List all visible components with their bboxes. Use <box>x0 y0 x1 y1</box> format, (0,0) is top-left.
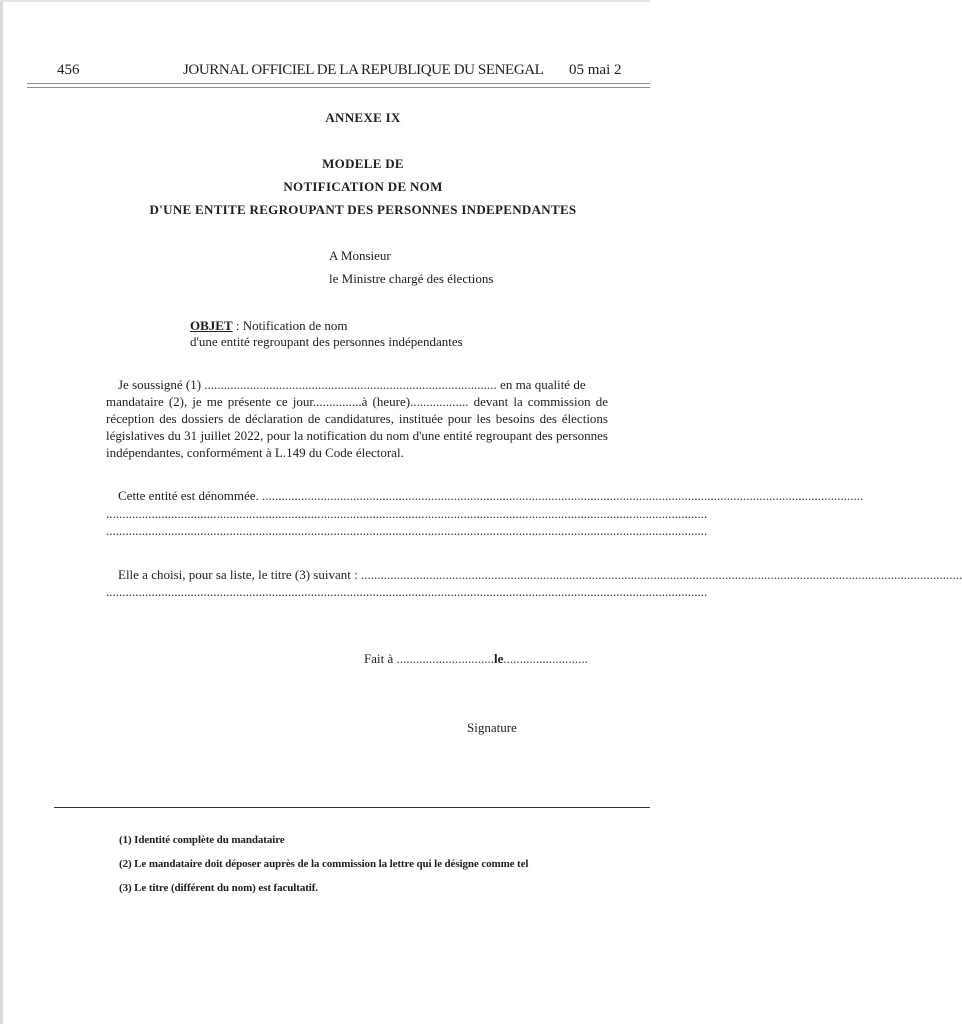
title-choice-field-line-2[interactable]: ......................................................................................................................................................................................... <box>106 584 708 599</box>
declaration-first-end: en ma qualité de <box>496 377 586 392</box>
title-choice-line <box>106 567 962 583</box>
footnotes <box>119 834 528 906</box>
fait-label: Fait à <box>364 651 397 666</box>
issue-date: 05 mai 2 <box>569 62 622 78</box>
declaration-paragraph <box>106 376 608 461</box>
objet-label: OBJET <box>190 318 233 333</box>
objet-line-1: Notification de nom <box>242 318 348 333</box>
entity-name-field-line-3[interactable]: ......................................................................................................................................................................................... <box>106 523 708 538</box>
header-rule <box>27 83 650 88</box>
page-edge <box>0 0 3 1024</box>
declaration-body: mandataire (2), je me présente ce jour...............à (heure).................. devant la commission de réception des dossiers de déclaration de candidatures, instituée pour les besoins des élections législatives du 31 juillet 2022, pour la notification du nom d'une entité regroupant des personnes indépendantes, conformément à L.149 du Code électoral. <box>106 394 608 460</box>
objet-line-2: d'une entité regroupant des personnes indépendantes <box>190 334 463 349</box>
signature-label: Signature <box>467 720 517 735</box>
title-choice-field[interactable]: ......................................................................................................................................................................................... <box>360 567 962 582</box>
page-edge-top <box>0 0 650 2</box>
footnote-2: (2) Le mandataire doit déposer auprès de la commission la lettre qui le désigne comme tel <box>119 858 529 870</box>
objet-block <box>190 318 463 350</box>
entity-name-label: Cette entité est dénommée. <box>118 488 263 503</box>
annex-heading: ANNEXE IX <box>325 110 401 125</box>
place-field[interactable]: .............................. <box>396 651 494 666</box>
addressee-line-1: A Monsieur <box>329 248 391 263</box>
journal-title: JOURNAL OFFICIEL DE LA REPUBLIQUE DU SENEGAL <box>183 62 544 78</box>
entity-name-field[interactable]: ......................................................................................................................................................................................... <box>262 488 864 503</box>
footnote-3: (3) Le titre (différent du nom) est facultatif. <box>119 882 318 894</box>
page-number: 456 <box>57 62 80 78</box>
running-head <box>0 62 650 82</box>
title-line-3: D'UNE ENTITE REGROUPANT DES PERSONNES INDEPENDANTES <box>149 202 577 217</box>
le-label: le <box>494 651 504 666</box>
date-field[interactable]: .......................... <box>503 651 588 666</box>
objet-separator: : <box>232 318 243 333</box>
title-line-1: MODELE DE <box>322 156 404 171</box>
entity-name-line <box>106 488 864 504</box>
mandataire-name-field[interactable]: .......................................................................................... <box>204 377 497 392</box>
entity-name-field-line-2[interactable]: ......................................................................................................................................................................................... <box>106 506 708 521</box>
declaration-start: Je soussigné (1) <box>118 377 205 392</box>
addressee-line-2: le Ministre chargé des élections <box>329 271 494 286</box>
footnote-1: (1) Identité complète du mandataire <box>119 834 285 846</box>
place-date-line <box>364 651 588 667</box>
footnote-rule <box>54 807 650 808</box>
title-line-2: NOTIFICATION DE NOM <box>283 179 443 194</box>
declaration-first-line <box>106 376 608 393</box>
title-choice-label: Elle a choisi, pour sa liste, le titre (3) suivant : <box>118 567 361 582</box>
